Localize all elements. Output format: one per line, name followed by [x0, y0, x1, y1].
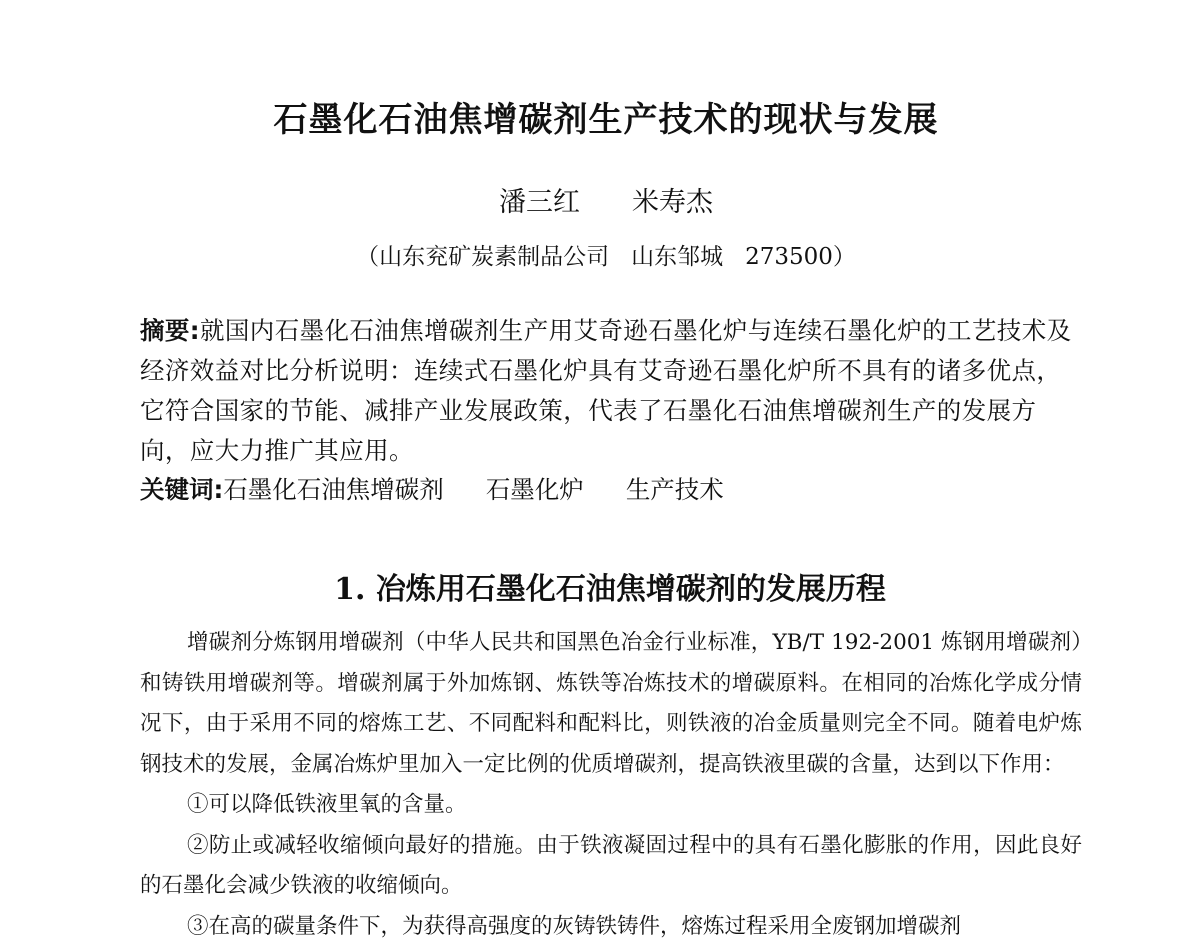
author-name: 米寿杰	[632, 187, 713, 218]
affiliation	[0, 238, 1200, 271]
keyword: 石墨化炉	[485, 475, 584, 504]
affiliation-org: 山东兖矿炭素制品公司	[379, 244, 610, 270]
author-name: 潘三红	[499, 187, 580, 218]
keywords	[140, 472, 1085, 508]
affiliation-postcode: 273500	[745, 244, 833, 270]
affiliation-close-paren: ）	[832, 244, 856, 270]
affiliation-location: 山东邹城	[631, 244, 724, 270]
body-paragraph: 增碳剂分炼钢用增碳剂（中华人民共和国黑色冶金行业标准，YB/T 192-2001 炼钢用增碳剂）和铸铁用增碳剂等。增碳剂属于外加炼钢、炼铁等冶炼技术的增碳原料。在相同的冶炼化学成分情况下，由于采用不同的熔炼工艺、不同配料和配料比，则铁液的冶金质量则完全不同。随着电炉炼钢技术的发展，金属冶炼炉里加入一定比例的优质增碳剂，提高铁液里碳的含量，达到以下作用：	[140, 630, 1082, 777]
abstract-label: 摘要:	[140, 316, 200, 345]
abstract-text: 就国内石墨化石油焦增碳剂生产用艾奇逊石墨化炉与连续石墨化炉的工艺技术及经济效益对比分析说明：连续式石墨化炉具有艾奇逊石墨化炉所不具有的诸多优点，它符合国家的节能、减排产业发展政策，代表了石墨化石油焦增碳剂生产的发展方向，应大力推广其应用。	[140, 316, 1072, 465]
section-heading: 1. 冶炼用石墨化石油焦增碳剂的发展历程	[334, 572, 886, 607]
keyword: 石墨化石油焦增碳剂	[223, 475, 444, 504]
list-item: ①可以降低铁液里氧的含量。	[187, 792, 467, 817]
keywords-label: 关键词:	[140, 475, 224, 504]
keyword: 生产技术	[625, 475, 724, 504]
abstract	[140, 311, 1085, 471]
author-line	[0, 180, 1200, 219]
paper-title: 石墨化石油焦增碳剂生产技术的现状与发展	[273, 100, 939, 140]
affiliation-open-paren: （	[356, 244, 380, 270]
list-item: ②防止或减轻收缩倾向最好的措施。由于铁液凝固过程中的具有石墨化膨胀的作用，因此良好的石墨化会减少铁液的收缩倾向。	[140, 832, 1082, 898]
list-item: ③在高的碳量条件下，为获得高强度的灰铸铁铸件，熔炼过程采用全废钢加增碳剂	[187, 913, 962, 939]
section-body	[140, 623, 1082, 947]
